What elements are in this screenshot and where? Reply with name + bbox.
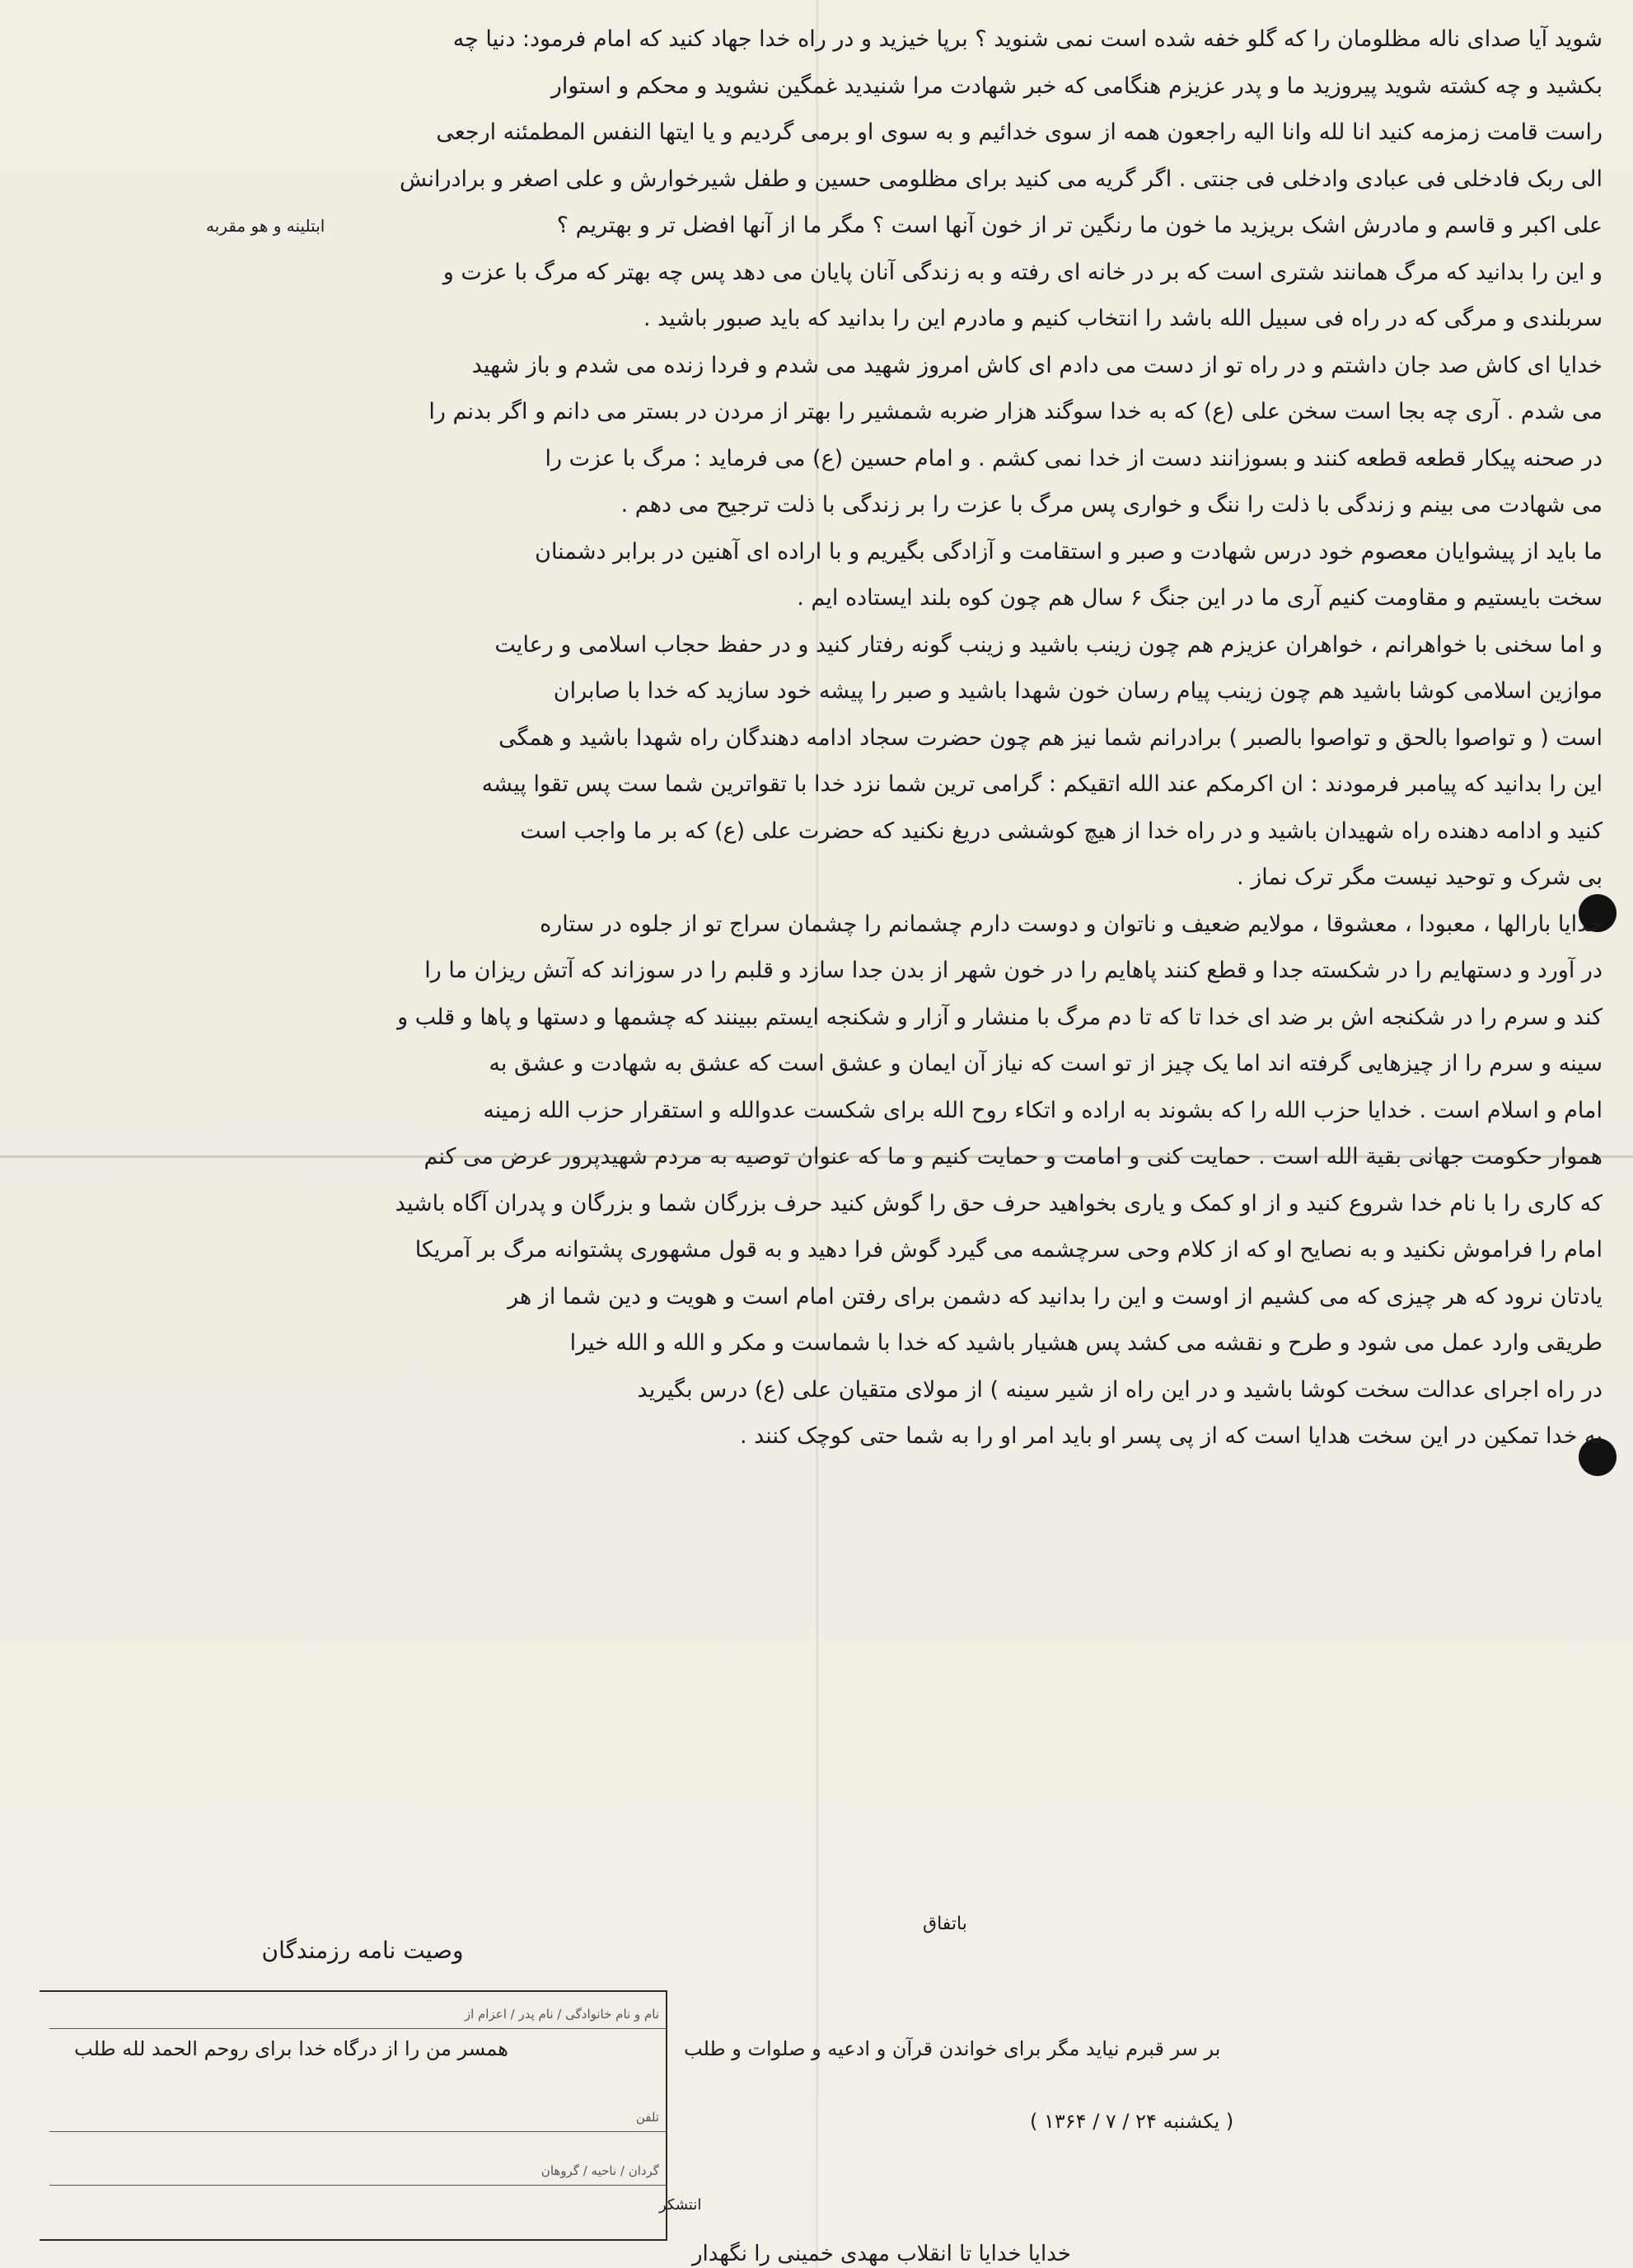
text-line: در آورد و دستهایم را در شکسته جدا و قطع کنند پاهایم را در خون شهر از بدن جدا سازد و قلبم را در سوزاند که آتش ریزان ما را (424, 958, 1603, 983)
margin-note: ابتلینه و هو مقربه (206, 216, 325, 236)
text-line: این را بدانید که پیامبر فرمودند : ان اکرمکم عند الله اتقیکم : گرامی ترین شما نزد خدا با تقواترین شما ست پس تقوا پیشه (481, 771, 1603, 797)
text-line: سخت بایستیم و مقاومت کنیم آری ما در این جنگ ۶ سال هم چون کوه بلند ایستاده ایم . (797, 585, 1603, 611)
text-line: کنید و ادامه دهنده راه شهیدان باشید و در راه خدا از هیچ کوششی دریغ نکنید که حضرت علی (ع) که بر ما واجب است (520, 818, 1603, 844)
text-line: الی ربک فادخلی فی عبادی وادخلی فی جنتی . اگر گریه می کنید برای مظلومی حسین و طفل شیرخوارش و علی اصغر و برادرانش (400, 166, 1603, 192)
text-line: هموار حکومت جهانی بقیة الله است . حمایت کنی و امامت و حمایت کنیم و ما که عنوان توصیه به مردم شهیدپرور عرض می کنم (423, 1144, 1603, 1169)
text-line: که کاری را با نام خدا شروع کنید و از او کمک و یاری بخواهید حرف حق را گوش کنید حرف بزرگان شما و بزرگان و پدران آگاه باشید (395, 1190, 1603, 1216)
text-line: بکشید و چه کشته شوید پیروزید ما و پدر عزیزم هنگامی که خبر شهادت مرا شنیدید غمگین نشوید و محکم و استوار (550, 73, 1603, 99)
text-line: علی اکبر و قاسم و مادرش اشک بریزید ما خون ما رنگین تر از خون آنها است ؟ مگر ما از آنها افضل تر و بهتریم ؟ (556, 213, 1603, 238)
text-line: و اما سخنی با خواهرانم ، خواهران عزیزم هم چون زینب باشید و زینب گونه رفتار کنید و در حفظ حجاب اسلامی و رعایت (494, 631, 1603, 658)
form-row-name-label: نام و نام خانوادگی / نام پدر / اعزام از (464, 2007, 659, 2022)
text-line: خدایا ای کاش صد جان داشتم و در راه تو از دست می دادم ای کاش امروز شهید می شدم و فردا زنده می شدم و باز شهید (471, 352, 1603, 378)
text-line: به خدا تمکین در این سخت هدایا است که از پی پسر او باید امر او را به شما حتی کوچک کنند . (739, 1423, 1603, 1449)
form-row-name (49, 2007, 667, 2029)
text-line: کند و سرم را در شکنجه اش بر ضد ای خدا تا که تا دم مرگ با منشار و آزار و شکنجه ایستم ببینند که چشمها و دستها و پاها و قلب و (397, 1004, 1603, 1030)
text-line: امام و اسلام است . خدایا حزب الله را که بشوند به اراده و اتکاء روح الله برای شکست عدوالله و استقرار حزب الله زمینه (483, 1097, 1603, 1123)
text-line: ما باید از پیشوایان معصوم خود درس شهادت و صبر و استقامت و آزادگی بگیریم و با اراده ای آهنین در برابر دشمنان (535, 538, 1603, 565)
margin-note-2: باتفاق (923, 1914, 967, 1934)
closing-prayer: خدایا خدایا تا انقلاب مهدی خمینی را نگهدار (692, 2242, 1071, 2266)
date-text: ( یکشنبه ۲۴ / ۷ / ۱۳۶۴ ) (1030, 2110, 1234, 2133)
text-line: طریقی وارد عمل می شود و طرح و نقشه می کشد پس هشیار باشید که خدا با شماست و مکر و الله و الله خیرا (569, 1330, 1603, 1356)
form-row-name-value: همسر من را از درگاه خدا برای روحم الحمد لله طلب (74, 2037, 508, 2060)
text-line: است ( و تواصوا بالحق و تواصوا بالصبر ) برادرانم شما نیز هم چون حضرت سجاد ادامه دهندگان راه شهدا باشید و همگی (498, 724, 1603, 751)
form-row-unit (49, 2163, 667, 2186)
form-title: وصیت نامه رزمندگان (261, 1937, 464, 1964)
text-line: شوید آیا صدای ناله مظلومان را که گلو خفه شده است نمی شنوید ؟ برپا خیزید و در راه خدا جهاد کنید که امام فرمود: دنیا چه (452, 26, 1603, 52)
text-line: و این را بدانید که مرگ همانند شتری است که بر در خانه ای رفته و به زندگی آنان پایان می دهد پس چه بهتر که مرگ با عزت و (442, 259, 1603, 285)
text-line: خدایا بارالها ، معبودا ، معشوقا ، مولایم ضعیف و ناتوان و دوست دارم چشمانم را چشمان سراج تو از جلوه در ستاره (540, 911, 1603, 937)
form-row-unit-label: گردان / ناحیه / گروهان (540, 2163, 659, 2178)
closing-small-note: انتشکر (659, 2196, 702, 2214)
text-line: می شدم . آری چه بجا است سخن علی (ع) که به خدا سوگند هزار ضربه شمشیر را بهتر از مردن در بستر می دانم و اگر بدنم را (428, 399, 1603, 424)
text-line: در راه اجرای عدالت سخت کوشا باشید و در این راه از شیر سینه ) از مولای متقیان علی (ع) درس بگیرید (637, 1376, 1603, 1403)
text-line: سینه و سرم را از چیزهایی گرفته اند اما یک چیز از تو است که نیاز آن ایمان و عشق است که عشق به شهادت و عشق به (489, 1051, 1603, 1076)
text-line: بی شرک و توحید نیست مگر ترک نماز . (1237, 865, 1603, 890)
text-line: یادتان نرود که هر چیزی که می کشیم از اوست و این را بدانید که دشمن برای رفتن امام است و هویت و دین شما از هر (508, 1283, 1603, 1310)
burial-request-text: بر سر قبرم نیاید مگر برای خواندن قرآن و ادعیه و صلوات و طلب (684, 2037, 1221, 2060)
form-row-phone (49, 2110, 667, 2132)
text-line: راست قامت زمزمه کنید انا لله وانا الیه راجعون همه از سوی خدائیم و به سوی او برمی گردیم و یا ایتها النفس المطمئنه ارجعی (436, 119, 1603, 145)
text-line: می شهادت می بینم و زندگی با ذلت را ننگ و خواری پس مرگ با عزت را بر زندگی با ذلت ترجیح می دهم . (620, 492, 1603, 518)
text-line: امام را فراموش نکنید و به نصایح او که از کلام وحی سرچشمه می گیرد گوش فرا دهید و به قول مشهوری پشتوانه مرگ بر آمریکا (414, 1237, 1603, 1263)
text-line: موازین اسلامی کوشا باشید هم چون زینب پیام رسان خون شهدا باشید و صبر را پیشه خود سازید که خدا با صابران (553, 678, 1603, 704)
handwritten-text (33, 16, 1603, 1460)
text-line: سربلندی و مرگی که در راه فی سبیل الله باشد را انتخاب کنیم و مادرم این را بدانید که باید صبور باشید . (643, 306, 1603, 331)
text-line: در صحنه پیکار قطعه قطعه کنند و بسوزانند دست از خدا نمی کشم . و امام حسین (ع) می فرماید : مرگ با عزت را (545, 445, 1603, 471)
form-row-phone-label: تلفن (635, 2110, 659, 2125)
